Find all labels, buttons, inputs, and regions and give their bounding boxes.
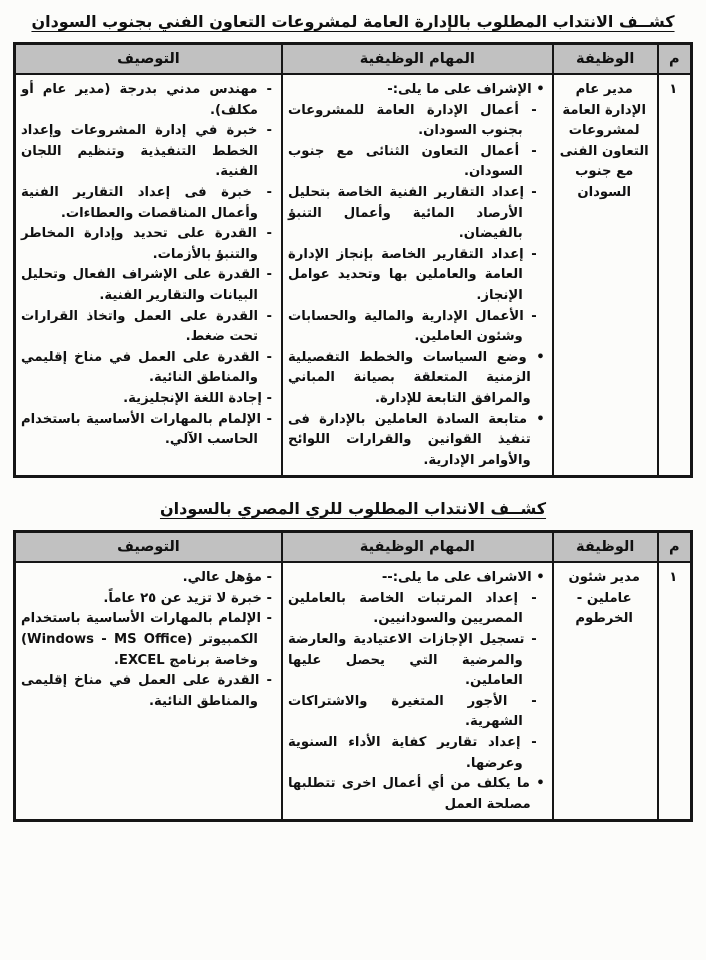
list-item [21,609,274,671]
header-tasks: المهام الوظيفية [282,532,553,563]
list-item [288,774,545,815]
list-item [21,80,274,121]
header-desc: التوصيف [15,532,282,563]
list-item-text: متابعة السادة العاملين بالإدارة فى تنفيذ القوانين والقرارات اللوائح والأوامر الإدارية. [287,411,537,468]
bullet-marker: • [536,411,545,427]
list-item [288,692,545,733]
header-num: م [658,532,692,563]
list-item-text: تسجيل الإجازات الاعتيادية والعارضة والمرضية التي يحصل عليها العاملين. [287,632,532,689]
dash-marker: - [266,570,272,586]
list-item-text: إعداد المرتبات الخاصة بالعاملين المصريين والسودانيين. [287,590,532,627]
header-num: م [658,44,692,75]
list-item-text: الإشراف على ما يلى:- [387,82,537,97]
list-item-text: الاشراف على ما يلى:-- [381,570,537,586]
section2-title: كشــف الانتداب المطلوب للري المصري بالسودان [159,499,547,519]
job-title-cell: مدير عام الإدارة العامة لمشروعات التعاون الفنى مع جنوب السودان [553,74,658,477]
job-tasks-cell [282,562,553,821]
list-item-text: القدرة على العمل واتخاذ القرارات تحت ضغط. [21,308,267,345]
dash-marker: - [266,390,272,406]
dash-marker: - [266,226,272,242]
list-item-text: إعداد تقارير كفاية الأداء السنوية وعرضها. [287,735,532,771]
list-item [21,183,274,224]
list-item-text: إجادة اللغة الإنجليزية. [123,390,267,406]
header-job: الوظيفة [553,44,658,75]
dash-marker: - [266,123,272,139]
row-number: ١ [658,562,692,821]
list-item-text: أعمال الإدارة العامة للمشروعات بجنوب السودان. [287,102,532,139]
list-item-text: الإلمام بالمهارات الأساسية باستخدام الحاسب الآلي. [21,411,267,448]
section2-header-row [15,532,692,563]
list-item [288,101,545,142]
dash-marker: - [531,308,537,324]
list-item-text: إعداد التقارير الفنية الخاصة بتحليل الأرصاد المائية وأعمال التنبؤ بالفيضان. [287,184,532,242]
list-item-text: مهندس مدني بدرجة (مدير عام أو مكلف). [21,82,267,118]
list-item [288,733,545,774]
dash-marker: - [266,673,272,689]
dash-marker: - [266,411,272,427]
job-description-cell [15,562,282,821]
dash-marker: - [531,184,537,200]
section1-header-row [15,44,692,75]
dash-marker: - [266,308,272,324]
job-tasks-cell [282,74,553,477]
dash-marker: - [266,267,272,283]
dash-marker: - [531,246,537,262]
section2-table [13,530,693,822]
list-item [288,183,545,245]
list-item-text: القدرة على العمل في مناخ إقليمى والمناطق النائية. [21,673,267,709]
list-item [21,589,274,610]
list-item [288,630,545,692]
list-item-text: مؤهل عالي. [182,570,267,586]
header-desc: التوصيف [15,44,282,75]
list-item-text: أعمال التعاون الثنائى مع جنوب السودان. [287,143,532,180]
section1-table [13,42,693,478]
list-item-text: خبرة فى إعداد التقارير الفنية وأعمال المناقصات والعطاءات. [21,184,267,221]
section1-title: كشــف الانتداب المطلوب بالإدارة العامة لمشروعات التعاون الفني بجنوب السودان [31,12,675,31]
list-item [21,410,274,451]
header-job: الوظيفة [553,532,658,563]
dash-marker: - [266,349,272,365]
row-number: ١ [658,74,692,477]
list-item-text: القدرة على تحديد وإدارة المخاطر والتنبؤ بالأزمات. [21,226,267,262]
dash-marker: - [531,102,537,118]
dash-marker: - [266,184,272,200]
job-description-cell [15,74,282,477]
list-item [21,671,274,712]
list-item [288,245,545,307]
bullet-marker: • [536,570,545,586]
list-item [288,142,545,183]
list-item-text: الإلمام بالمهارات الأساسية باستخدام الكمبيوتر (Windows - MS Office) وخاصة برنامج EXCEL. [21,611,267,668]
dash-marker: - [531,143,537,159]
bullet-marker: • [536,776,545,792]
list-item [21,121,274,183]
bullet-marker: • [536,349,545,365]
section2-data-row [15,562,692,821]
dash-marker: - [266,590,272,606]
list-item-text: وضع السياسات والخطط التفصيلية الزمنية المتعلقة بصيانة المباني والمرافق التابعة للإدارة. [287,349,537,406]
dash-marker: - [531,590,537,606]
list-item [288,589,545,630]
header-tasks: المهام الوظيفية [282,44,553,75]
list-item [288,307,545,348]
list-item [21,265,274,306]
list-item-text: الأعمال الإدارية والمالية والحسابات وشئون العاملين. [287,308,532,345]
list-item-text: القدرة على العمل في مناخ إقليمي والمناطق النائية. [21,349,267,386]
dash-marker: - [531,632,537,648]
dash-marker: - [266,611,272,627]
dash-marker: - [266,82,272,97]
list-item-text: خبرة لا تزيد عن ٢٥ عاماً. [103,590,267,606]
section1-data-row [15,74,692,477]
job-title-cell: مدير شئون عاملين - الخرطوم [553,562,658,821]
list-item [21,307,274,348]
dash-marker: - [531,693,537,709]
list-item [288,410,545,472]
list-item [21,389,274,410]
list-item-text: خبرة في إدارة المشروعات وإعداد الخطط التنفيذية وتنظيم اللجان الفنية. [21,123,267,180]
list-item [288,80,545,101]
list-item-text: إعداد التقارير الخاصة بإنجاز الإدارة العامة والعاملين بها وتحديد عوامل الإنجاز. [287,246,532,303]
dash-marker: - [531,735,537,751]
bullet-marker: • [536,82,545,97]
list-item [288,348,545,410]
list-item [21,568,274,589]
list-item-text: الأجور المتغيرة والاشتراكات الشهرية. [287,693,532,730]
list-item-text: ما يكلف من أي أعمال اخرى تتطلبها مصلحة العمل [287,776,537,812]
list-item [288,568,545,589]
list-item [21,224,274,265]
list-item [21,348,274,389]
list-item-text: القدرة على الإشراف الفعال وتحليل البيانات والتقارير الفنية. [21,267,267,303]
